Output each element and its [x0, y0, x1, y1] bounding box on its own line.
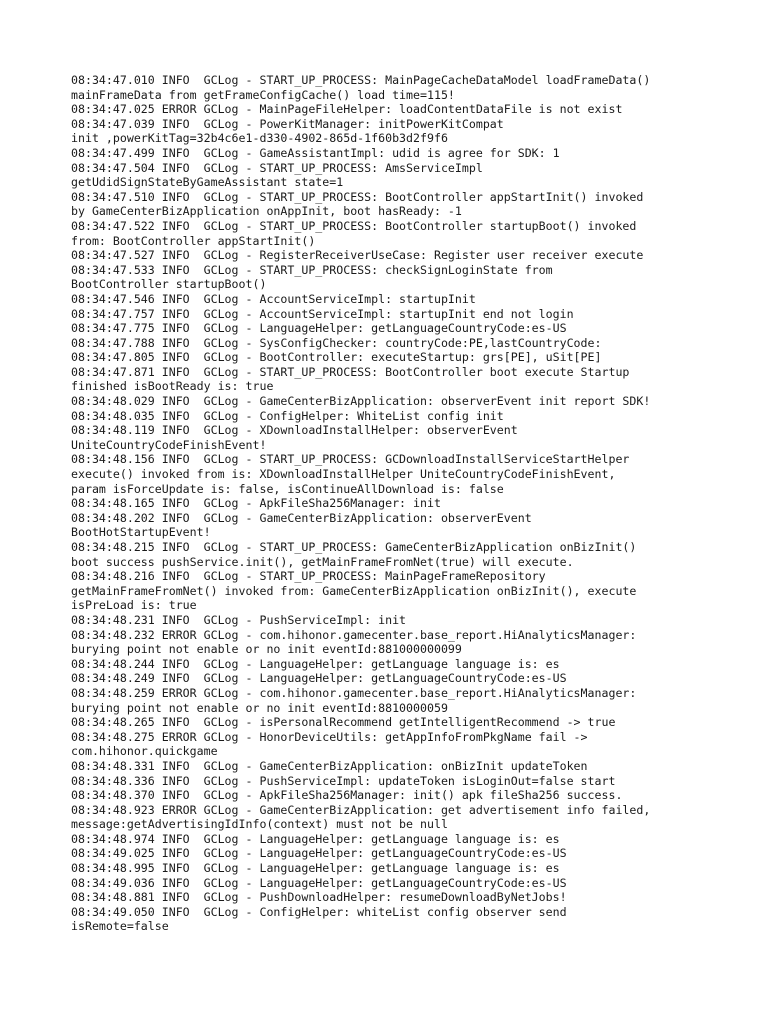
log-line: 08:34:48.244 INFO GCLog - LanguageHelper: getLanguage language is: es	[71, 656, 560, 671]
log-line: getMainFrameFromNet() invoked from: GameCenterBizApplication onBizInit(), execute	[71, 583, 637, 598]
log-line: 08:34:49.025 INFO GCLog - LanguageHelper: getLanguageCountryCode:es-US	[71, 846, 567, 861]
log-line: 08:34:47.775 INFO GCLog - LanguageHelper: getLanguageCountryCode:es-US	[71, 321, 567, 336]
log-line: 08:34:47.527 INFO GCLog - RegisterReceiverUseCase: Register user receiver execute	[71, 248, 644, 263]
log-line: finished isBootReady is: true	[71, 379, 274, 394]
log-line: 08:34:47.039 INFO GCLog - PowerKitManager: initPowerKitCompat	[71, 116, 504, 131]
log-line: 08:34:48.923 ERROR GCLog - GameCenterBizApplication: get advertisement info failed,	[71, 802, 651, 817]
log-line: BootController startupBoot()	[71, 277, 267, 292]
log-line: 08:34:48.165 INFO GCLog - ApkFileSha256Manager: init	[71, 496, 441, 511]
log-line: 08:34:48.202 INFO GCLog - GameCenterBizApplication: observerEvent	[71, 510, 532, 525]
log-line: 08:34:47.546 INFO GCLog - AccountServiceImpl: startupInit	[71, 291, 476, 306]
log-line: mainFrameData from getFrameConfigCache() load time=115!	[71, 87, 455, 102]
log-line: 08:34:48.995 INFO GCLog - LanguageHelper: getLanguage language is: es	[71, 861, 560, 876]
log-line: 08:34:48.249 INFO GCLog - LanguageHelper: getLanguageCountryCode:es-US	[71, 671, 567, 686]
log-line: 08:34:48.029 INFO GCLog - GameCenterBizApplication: observerEvent init report SDK!	[71, 394, 651, 409]
log-line: 08:34:47.788 INFO GCLog - SysConfigChecker: countryCode:PE,lastCountryCode:	[71, 335, 602, 350]
log-line: 08:34:48.881 INFO GCLog - PushDownloadHelper: resumeDownloadByNetJobs!	[71, 890, 567, 905]
log-line: 08:34:47.504 INFO GCLog - START_UP_PROCESS: AmsServiceImpl	[71, 160, 483, 175]
log-line: 08:34:48.035 INFO GCLog - ConfigHelper: WhiteList config init	[71, 408, 504, 423]
log-line: from: BootController appStartInit()	[71, 233, 316, 248]
log-line: param isForceUpdate is: false, isContinueAllDownload is: false	[71, 481, 504, 496]
log-line: 08:34:47.522 INFO GCLog - START_UP_PROCESS: BootController startupBoot() invoked	[71, 218, 637, 233]
log-line: 08:34:48.119 INFO GCLog - XDownloadInstallHelper: observerEvent	[71, 423, 518, 438]
log-line: init ,powerKitTag=32b4c6e1-d330-4902-865d-1f60b3d2f9f6	[71, 131, 448, 146]
log-line: 08:34:48.370 INFO GCLog - ApkFileSha256Manager: init() apk fileSha256 success.	[71, 788, 623, 803]
log-line: 08:34:48.231 INFO GCLog - PushServiceImpl: init	[71, 612, 407, 627]
log-line: 08:34:48.275 ERROR GCLog - HonorDeviceUtils: getAppInfoFromPkgName fail ->	[71, 729, 588, 744]
log-line: 08:34:47.805 INFO GCLog - BootController: executeStartup: grs[PE], uSit[PE]	[71, 350, 602, 365]
log-line: com.hihonor.quickgame	[71, 744, 218, 759]
log-line: boot success pushService.init(), getMainFrameFromNet(true) will execute.	[71, 554, 574, 569]
log-line: execute() invoked from is: XDownloadInstallHelper UniteCountryCodeFinishEvent,	[71, 467, 616, 482]
log-line: 08:34:48.336 INFO GCLog - PushServiceImpl: updateToken isLoginOut=false start	[71, 773, 616, 788]
log-line: burying point not enable or no init eventId:881000000099	[71, 642, 462, 657]
log-line: 08:34:49.036 INFO GCLog - LanguageHelper: getLanguageCountryCode:es-US	[71, 875, 567, 890]
log-line: UniteCountryCodeFinishEvent!	[71, 437, 267, 452]
log-line: message:getAdvertisingIdInfo(context) must not be null	[71, 817, 448, 832]
log-line: isPreLoad is: true	[71, 598, 197, 613]
log-line: 08:34:48.259 ERROR GCLog - com.hihonor.gamecenter.base_report.HiAnalyticsManager:	[71, 685, 637, 700]
log-line: 08:34:48.265 INFO GCLog - isPersonalRecommend getIntelligentRecommend -> true	[71, 715, 616, 730]
log-line: 08:34:47.757 INFO GCLog - AccountServiceImpl: startupInit end not login	[71, 306, 574, 321]
log-line: 08:34:48.331 INFO GCLog - GameCenterBizApplication: onBizInit updateToken	[71, 758, 588, 773]
log-line: 08:34:48.216 INFO GCLog - START_UP_PROCESS: MainPageFrameRepository	[71, 569, 546, 584]
log-line: BootHotStartupEvent!	[71, 525, 211, 540]
log-line: 08:34:47.510 INFO GCLog - START_UP_PROCESS: BootController appStartInit() invoked	[71, 189, 644, 204]
log-document	[71, 73, 731, 934]
log-line: 08:34:49.050 INFO GCLog - ConfigHelper: whiteList config observer send	[71, 904, 567, 919]
log-line: burying point not enable or no init eventId:8810000059	[71, 700, 448, 715]
log-line: 08:34:47.025 ERROR GCLog - MainPageFileHelper: loadContentDataFile is not exist	[71, 102, 623, 117]
log-line: 08:34:48.156 INFO GCLog - START_UP_PROCESS: GCDownloadInstallServiceStartHelper	[71, 452, 630, 467]
log-line: getUdidSignStateByGameAssistant state=1	[71, 175, 344, 190]
log-line: 08:34:47.533 INFO GCLog - START_UP_PROCESS: checkSignLoginState from	[71, 262, 553, 277]
log-line: 08:34:48.232 ERROR GCLog - com.hihonor.gamecenter.base_report.HiAnalyticsManager:	[71, 627, 637, 642]
log-line: isRemote=false	[71, 919, 169, 934]
log-line: 08:34:47.871 INFO GCLog - START_UP_PROCESS: BootController boot execute Startup	[71, 364, 630, 379]
log-line: 08:34:47.499 INFO GCLog - GameAssistantImpl: udid is agree for SDK: 1	[71, 145, 560, 160]
log-line: 08:34:48.215 INFO GCLog - START_UP_PROCESS: GameCenterBizApplication onBizInit()	[71, 540, 637, 554]
log-line: 08:34:48.974 INFO GCLog - LanguageHelper: getLanguage language is: es	[71, 831, 560, 846]
log-line: 08:34:47.010 INFO GCLog - START_UP_PROCESS: MainPageCacheDataModel loadFrameData()	[71, 73, 651, 87]
log-line: by GameCenterBizApplication onAppInit, boot hasReady: -1	[71, 204, 462, 219]
